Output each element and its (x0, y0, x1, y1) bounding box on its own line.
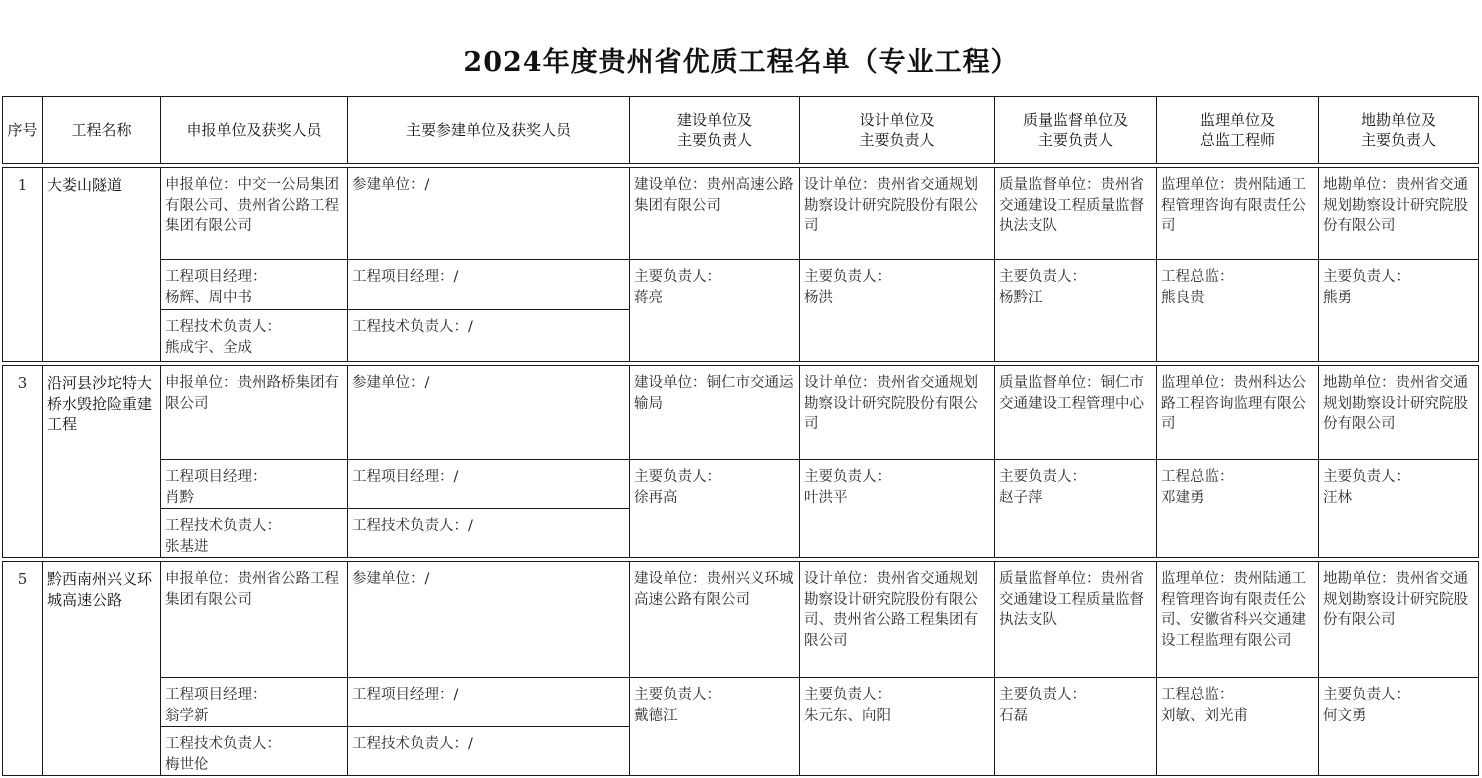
header-supervision: 监理单位及 总监工程师 (1157, 97, 1319, 164)
survey-unit: 地勘单位：贵州省交通规划勘察设计研究院股份有限公司 (1319, 168, 1479, 260)
tech-lead: 工程技术负责人： 熊成宇、全成 (161, 310, 348, 362)
table-header-row (3, 97, 1479, 164)
header-quality: 质量监督单位及 主要负责人 (995, 97, 1157, 164)
page-title: 2024年度贵州省优质工程名单（专业工程） (463, 47, 1019, 78)
project-name: 沿河县沙坨特大桥水毁抢险重建工程 (43, 366, 161, 558)
participant-tech: 工程技术负责人：/ (348, 509, 630, 558)
awards-table (2, 96, 1479, 776)
supervision-unit: 监理单位：贵州陆通工程管理咨询有限责任公司、安徽省科兴交通建设工程监理有限公司 (1157, 562, 1319, 678)
participant-unit: 参建单位：/ (348, 562, 630, 678)
construction-unit: 建设单位：贵州高速公路集团有限公司 (630, 168, 800, 260)
row-seq: 3 (3, 366, 43, 558)
header-survey: 地勘单位及 主要负责人 (1319, 97, 1479, 164)
design-head: 主要负责人： 叶洪平 (800, 460, 995, 558)
applicant-unit: 申报单位：贵州路桥集团有限公司 (161, 366, 348, 460)
project-name: 黔西南州兴义环城高速公路 (43, 562, 161, 776)
quality-head: 主要负责人： 杨黔江 (995, 260, 1157, 362)
table-row (3, 562, 1479, 678)
applicant-unit: 申报单位：贵州省公路工程集团有限公司 (161, 562, 348, 678)
survey-unit: 地勘单位：贵州省交通规划勘察设计研究院股份有限公司 (1319, 366, 1479, 460)
construction-unit: 建设单位：铜仁市交通运输局 (630, 366, 800, 460)
supervision-unit: 监理单位：贵州陆通工程管理咨询有限责任公司 (1157, 168, 1319, 260)
design-head: 主要负责人： 朱元东、向阳 (800, 678, 995, 776)
tech-lead: 工程技术负责人： 梅世伦 (161, 727, 348, 776)
design-unit: 设计单位：贵州省交通规划勘察设计研究院股份有限公司、贵州省公路工程集团有限公司 (800, 562, 995, 678)
header-design: 设计单位及 主要负责人 (800, 97, 995, 164)
tech-lead: 工程技术负责人： 张基进 (161, 509, 348, 558)
participant-pm: 工程项目经理：/ (348, 260, 630, 310)
table-row (3, 678, 1479, 727)
table-row (3, 260, 1479, 310)
project-manager: 工程项目经理： 杨辉、周中书 (161, 260, 348, 310)
project-name: 大娄山隧道 (43, 168, 161, 362)
quality-unit: 质量监督单位：贵州省交通建设工程质量监督执法支队 (995, 562, 1157, 678)
design-unit: 设计单位：贵州省交通规划勘察设计研究院股份有限公司 (800, 168, 995, 260)
survey-head: 主要负责人： 汪林 (1319, 460, 1479, 558)
quality-unit: 质量监督单位：铜仁市交通建设工程管理中心 (995, 366, 1157, 460)
participant-pm: 工程项目经理：/ (348, 678, 630, 727)
table-row (3, 366, 1479, 460)
quality-head: 主要负责人： 石磊 (995, 678, 1157, 776)
participant-pm: 工程项目经理：/ (348, 460, 630, 509)
header-applicant: 申报单位及获奖人员 (161, 97, 348, 164)
design-unit: 设计单位：贵州省交通规划勘察设计研究院股份有限公司 (800, 366, 995, 460)
participant-tech: 工程技术负责人：/ (348, 727, 630, 776)
project-manager: 工程项目经理： 肖黔 (161, 460, 348, 509)
header-participant: 主要参建单位及获奖人员 (348, 97, 630, 164)
quality-unit: 质量监督单位：贵州省交通建设工程质量监督执法支队 (995, 168, 1157, 260)
construction-head: 主要负责人： 戴德江 (630, 678, 800, 776)
survey-head: 主要负责人： 何文勇 (1319, 678, 1479, 776)
header-project-name: 工程名称 (43, 97, 161, 164)
supervision-head: 工程总监： 邓建勇 (1157, 460, 1319, 558)
header-seq: 序号 (3, 97, 43, 164)
survey-head: 主要负责人： 熊勇 (1319, 260, 1479, 362)
row-seq: 1 (3, 168, 43, 362)
header-construction: 建设单位及 主要负责人 (630, 97, 800, 164)
quality-head: 主要负责人： 赵子萍 (995, 460, 1157, 558)
supervision-head: 工程总监： 熊良贵 (1157, 260, 1319, 362)
survey-unit: 地勘单位：贵州省交通规划勘察设计研究院股份有限公司 (1319, 562, 1479, 678)
table-row (3, 168, 1479, 260)
construction-head: 主要负责人： 徐再高 (630, 460, 800, 558)
participant-unit: 参建单位：/ (348, 168, 630, 260)
participant-unit: 参建单位：/ (348, 366, 630, 460)
row-seq: 5 (3, 562, 43, 776)
applicant-unit: 申报单位：中交一公局集团有限公司、贵州省公路工程集团有限公司 (161, 168, 348, 260)
project-manager: 工程项目经理： 翁学新 (161, 678, 348, 727)
design-head: 主要负责人： 杨洪 (800, 260, 995, 362)
construction-head: 主要负责人： 蒋亮 (630, 260, 800, 362)
table-row (3, 460, 1479, 509)
supervision-head: 工程总监： 刘敏、刘光甫 (1157, 678, 1319, 776)
supervision-unit: 监理单位：贵州科达公路工程咨询监理有限公司 (1157, 366, 1319, 460)
participant-tech: 工程技术负责人：/ (348, 310, 630, 362)
construction-unit: 建设单位：贵州兴义环城高速公路有限公司 (630, 562, 800, 678)
